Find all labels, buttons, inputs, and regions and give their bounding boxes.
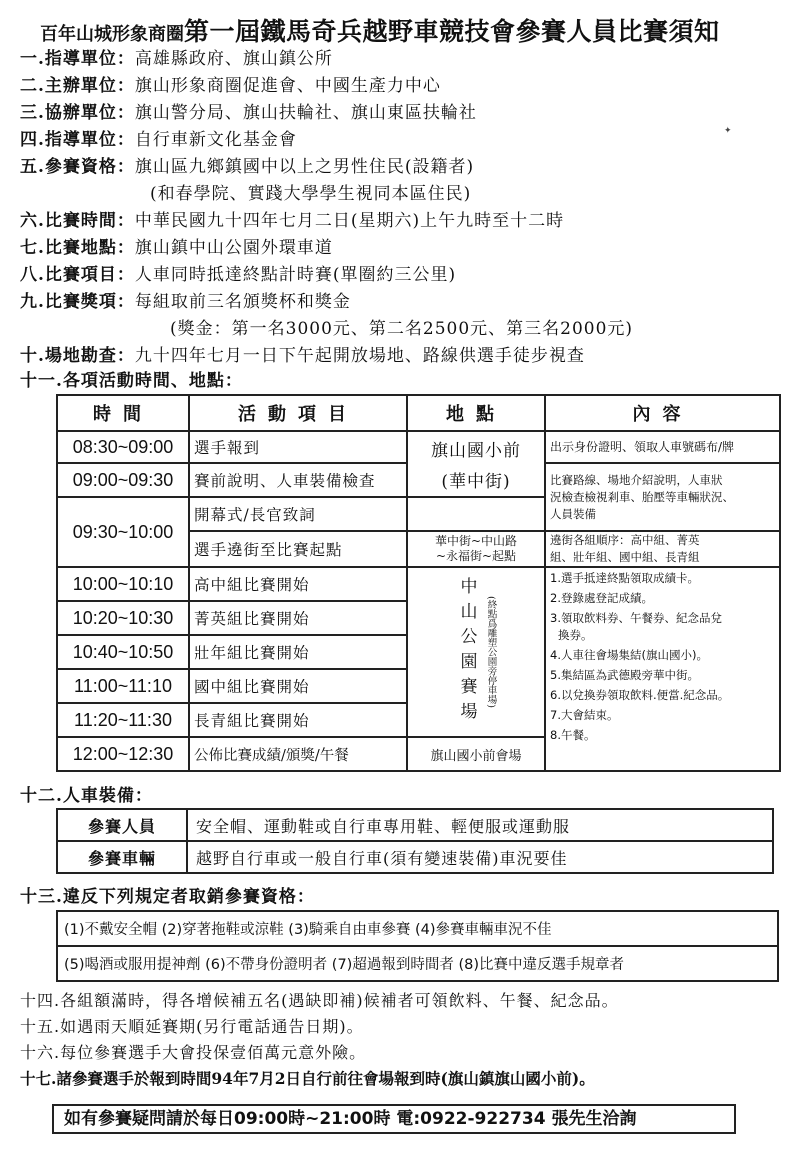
- item-venue: 七.比賽地點：旗山鎮中山公園外環車道: [20, 238, 333, 258]
- place-parade-route: 華中街~中山路 ~永福街~起點: [407, 531, 545, 567]
- item-eligibility-note: (和春學院、實踐大學學生視同本區住民): [150, 184, 472, 204]
- row-time: 09:30~10:00: [57, 497, 189, 567]
- section12-heading: 十二.人車裝備：: [20, 786, 153, 806]
- equipment-table: [56, 808, 774, 874]
- note-15: 十五.如遇雨天順延賽期(另行電話通告日期)。: [20, 1017, 364, 1036]
- header-activity: 活動項目: [189, 395, 407, 431]
- header-place: 地點: [407, 395, 545, 431]
- header-content: 內容: [545, 395, 780, 431]
- row-activity: 選手報到: [189, 431, 407, 463]
- equip-value: 越野自行車或一般自行車(須有變速裝備)車況要佳: [187, 841, 773, 873]
- item-event: 八.比賽項目：人車同時抵達終點計時賽(單圈約三公里): [20, 265, 457, 285]
- item-organizer: 二.主辦單位：旗山形象商圈促進會、中國生產力中心: [20, 76, 441, 96]
- equip-label: 參賽車輛: [57, 841, 187, 873]
- content-checkin: 出示身份證明、領取人車號碼布/牌: [545, 431, 780, 463]
- row-time: 08:30~09:00: [57, 431, 189, 463]
- row-time: 10:40~10:50: [57, 635, 189, 669]
- contact-box: 如有參賽疑問請於每日09:00時~21:00時 電:0922-922734 張先生洽詢: [52, 1104, 736, 1134]
- row-time: 09:00~09:30: [57, 463, 189, 497]
- note-16: 十六.每位參賽選手大會投保壹佰萬元意外險。: [20, 1043, 367, 1062]
- scan-speck: ✦: [724, 126, 732, 136]
- item-time: 六.比賽時間：中華民國九十四年七月二日(星期六)上午九時至十二時: [20, 211, 565, 231]
- page-title: [40, 12, 780, 46]
- equip-value: 安全帽、運動鞋或自行車專用鞋、輕便服或運動服: [187, 809, 773, 841]
- item-schedule-heading: 十一.各項活動時間、地點：: [20, 371, 243, 391]
- table-row: [57, 946, 778, 981]
- row-activity: 高中組比賽開始: [189, 567, 407, 601]
- row-time: 10:00~10:10: [57, 567, 189, 601]
- row-time: 12:00~12:30: [57, 737, 189, 771]
- table-row: [57, 911, 778, 946]
- violations-table: [56, 910, 779, 982]
- table-row: [57, 841, 773, 873]
- row-activity: 菁英組比賽開始: [189, 601, 407, 635]
- note-17: 十七.諸參賽選手於報到時間94年7月2日自行前往會場報到時(旗山鎮旗山國小前)。: [20, 1069, 595, 1088]
- item-awards: 九.比賽獎項：每組取前三名頒獎杯和獎金: [20, 292, 351, 312]
- row-activity: 賽前說明、人車裝備檢查: [189, 463, 407, 497]
- schedule-table: [56, 394, 781, 772]
- violation-row: (5)喝酒或服用提神劑 (6)不帶身份證明者 (7)超過報到時間者 (8)比賽中違反選手規章者: [57, 946, 778, 981]
- title-prefix: 百年山城形象商圈: [40, 24, 184, 45]
- content-briefing: 比賽路線、場地介紹說明，人車狀 況檢查檢視剎車、胎壓等車輛狀況、 人員裝備: [545, 463, 780, 531]
- item-guidance-foundation: 四.指導單位：自行車新文化基金會: [20, 130, 297, 150]
- content-steps: 1.選手抵達終點領取成績卡。 2.登錄處登記成績。 3.領取飲料券、午餐券、紀念品兌 換券。 4.人車往會場集結(旗山國小)。 5.集結區為武德殿旁華中街。 6.以兌換券領取飲料.便當.紀念品。 7.大會結束。 8.午餐。: [545, 567, 780, 771]
- header-time: 時間: [57, 395, 189, 431]
- note-14: 十四.各組額滿時，得各增候補五名(遇缺即補)候補者可領飲料、午餐、紀念品。: [20, 991, 619, 1010]
- equip-label: 參賽人員: [57, 809, 187, 841]
- row-time: 11:00~11:10: [57, 669, 189, 703]
- table-row: [57, 809, 773, 841]
- table-row: [57, 431, 780, 463]
- section13-heading: 十三.違反下列規定者取銷參賽資格：: [20, 887, 315, 907]
- row-time: 11:20~11:30: [57, 703, 189, 737]
- row-activity: 長青組比賽開始: [189, 703, 407, 737]
- violation-row: (1)不戴安全帽 (2)穿著拖鞋或涼鞋 (3)騎乘自由車參賽 (4)參賽車輛車況不佳: [57, 911, 778, 946]
- item-co-organizer: 三.協辦單位：旗山警分局、旗山扶輪社、旗山東區扶輪社: [20, 103, 477, 123]
- schedule-header-row: [57, 395, 780, 431]
- place-final-venue: 旗山國小前會場: [407, 737, 545, 771]
- item-awards-note: (獎金：第一名3000元、第二名2500元、第三名2000元): [170, 319, 634, 339]
- title-main: 第一屆鐵馬奇兵越野車競技會參賽人員比賽須知: [184, 17, 720, 46]
- content-parade-order: 遶街各組順序：高中組、菁英 組、壯年組、國中組、長青組: [545, 531, 780, 567]
- row-time: 10:20~10:30: [57, 601, 189, 635]
- place-qishan-school: 旗山國小前 (華中街): [407, 431, 545, 497]
- item-guidance: 一.指導單位：高雄縣政府、旗山鎮公所: [20, 49, 333, 69]
- row-activity: 壯年組比賽開始: [189, 635, 407, 669]
- row-activity: 選手遶街至比賽起點: [189, 531, 407, 567]
- row-activity: 公佈比賽成績/頒獎/午餐: [189, 737, 407, 771]
- item-eligibility: 五.參賽資格：旗山區九鄉鎮國中以上之男性住民(設籍者): [20, 157, 475, 177]
- place-blank: [407, 497, 545, 531]
- table-row: [57, 567, 780, 601]
- place-zhongshan-park: 中山公園賽場 (終點爲雕塑公園旁停車場): [407, 567, 545, 737]
- row-activity: 開幕式/長官致詞: [189, 497, 407, 531]
- item-site-survey: 十.場地勘查：九十四年七月一日下午起開放場地、路線供選手徒步視查: [20, 346, 585, 366]
- row-activity: 國中組比賽開始: [189, 669, 407, 703]
